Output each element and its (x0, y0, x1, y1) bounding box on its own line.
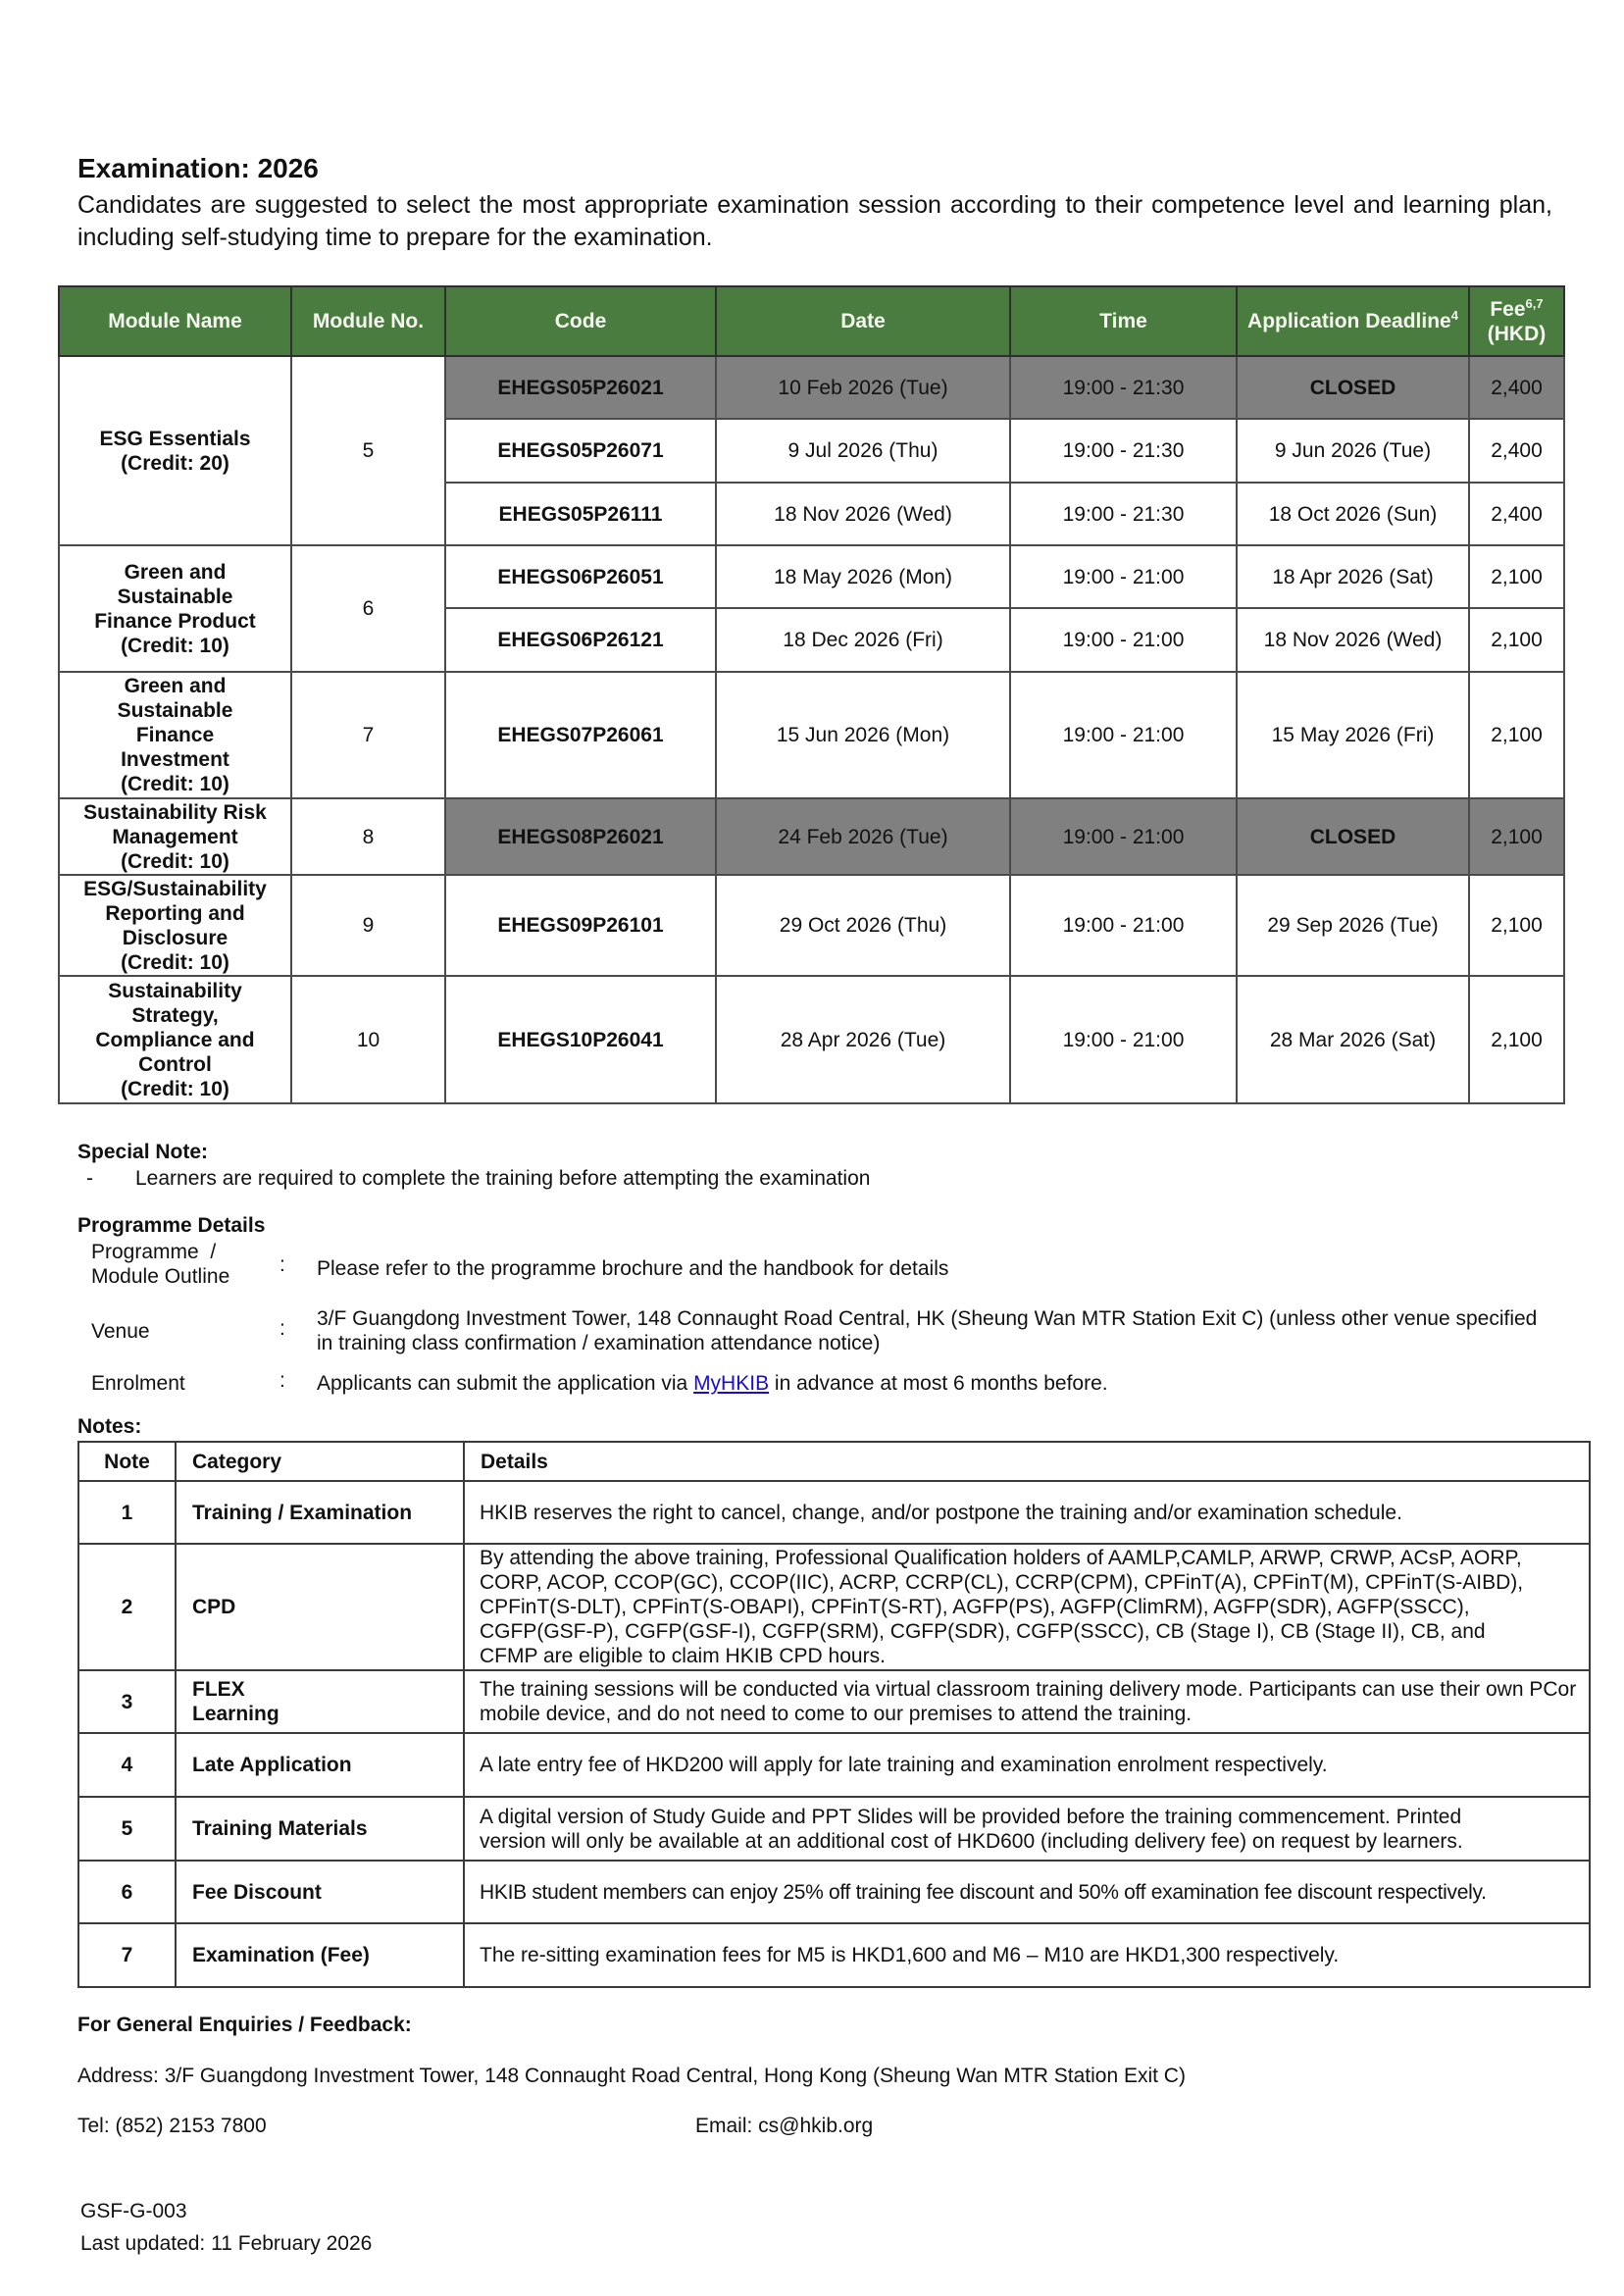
note-details: A late entry fee of HKD200 will apply for late training and examination enrolment respectively. (464, 1733, 1590, 1797)
note-details: The training sessions will be conducted via virtual classroom training delivery mode. Participants can use their own PCor mobile device, and do not need to come to our premises to attend the training. (464, 1670, 1590, 1733)
session-time: 19:00 - 21:30 (1010, 419, 1237, 483)
session-code: EHEGS10P26041 (445, 976, 716, 1103)
session-fee: 2,400 (1469, 419, 1564, 483)
page-title: Examination: 2026 (77, 153, 319, 183)
session-fee: 2,100 (1469, 608, 1564, 672)
session-deadline: 18 Apr 2026 (Sat) (1237, 545, 1469, 608)
session-date: 18 Dec 2026 (Fri) (716, 608, 1010, 672)
session-fee: 2,100 (1469, 545, 1564, 608)
notes-heading: Notes: (77, 1415, 142, 1438)
form-code: GSF-G-003 (80, 2200, 187, 2222)
notes-table (77, 1441, 1591, 1988)
enrolment-label: Enrolment (91, 1372, 185, 1395)
session-code: EHEGS07P26061 (445, 672, 716, 798)
table-header-row (59, 286, 1564, 356)
module-name-cell: ESG/Sustainability Reporting and Disclosure (Credit: 10) (59, 875, 291, 976)
session-deadline: 18 Oct 2026 (Sun) (1237, 483, 1469, 545)
enrolment-colon: : (279, 1369, 285, 1392)
note-number: 1 (78, 1481, 176, 1544)
note-category: Examination (Fee) (176, 1923, 464, 1987)
notes-header-row (78, 1442, 1590, 1481)
session-deadline: 9 Jun 2026 (Tue) (1237, 419, 1469, 483)
table-row (78, 1733, 1590, 1797)
module-name-cell: Green and Sustainable Finance Product (Credit: 10) (59, 545, 291, 672)
note-details: A digital version of Study Guide and PPT Slides will be provided before the training commencement. Printed version will only be available at an additional cost of HKD600 (including delivery fee) on request by learners. (464, 1797, 1590, 1861)
table-row (59, 545, 1564, 608)
table-row (59, 356, 1564, 419)
note-number: 5 (78, 1797, 176, 1861)
last-updated: Last updated: 11 February 2026 (80, 2232, 373, 2255)
note-category: Training Materials (176, 1797, 464, 1861)
note-category: Training / Examination (176, 1481, 464, 1544)
table-row (78, 1797, 1590, 1861)
session-code: EHEGS05P26021 (445, 356, 716, 419)
session-deadline-closed-badge: CLOSED (1237, 356, 1469, 419)
note-details: HKIB student members can enjoy 25% off training fee discount and 50% off examination fee discount respectively. (464, 1861, 1590, 1923)
special-note-bullet: - (86, 1167, 93, 1190)
note-category: Late Application (176, 1733, 464, 1797)
session-code: EHEGS09P26101 (445, 875, 716, 976)
note-number: 3 (78, 1670, 176, 1733)
session-date: 9 Jul 2026 (Thu) (716, 419, 1010, 483)
session-deadline: 28 Mar 2026 (Sat) (1237, 976, 1469, 1103)
col-header-code: Code (445, 286, 716, 356)
module-no-cell: 8 (291, 798, 445, 875)
enquiries-heading: For General Enquiries / Feedback: (77, 2014, 412, 2036)
outline-colon: : (279, 1253, 285, 1276)
table-row (59, 672, 1564, 798)
module-no-cell: 6 (291, 545, 445, 672)
session-fee: 2,100 (1469, 875, 1564, 976)
note-number: 2 (78, 1544, 176, 1670)
table-row (59, 798, 1564, 875)
session-deadline: 18 Nov 2026 (Wed) (1237, 608, 1469, 672)
col-header-fee: Fee$^{6,7}$ (HKD) (1469, 286, 1564, 356)
session-deadline: 29 Sep 2026 (Tue) (1237, 875, 1469, 976)
table-row (78, 1923, 1590, 1987)
programme-details-heading: Programme Details (77, 1214, 266, 1237)
note-number: 7 (78, 1923, 176, 1987)
col-header-module-no: Module No. (291, 286, 445, 356)
enrolment-value: Applicants can submit the application via MyHKIB in advance at most 6 months before. (317, 1372, 1108, 1395)
session-fee: 2,400 (1469, 356, 1564, 419)
session-time: 19:00 - 21:00 (1010, 798, 1237, 875)
note-category: Fee Discount (176, 1861, 464, 1923)
module-no-cell: 7 (291, 672, 445, 798)
module-name-cell: ESG Essentials (Credit: 20) (59, 356, 291, 545)
note-category: FLEX Learning (176, 1670, 464, 1733)
note-number: 6 (78, 1861, 176, 1923)
table-row (78, 1481, 1590, 1544)
module-name-cell: Green and Sustainable Finance Investment (Credit: 10) (59, 672, 291, 798)
session-time: 19:00 - 21:00 (1010, 608, 1237, 672)
note-category: CPD (176, 1544, 464, 1670)
session-date: 28 Apr 2026 (Tue) (716, 976, 1010, 1103)
table-row (59, 875, 1564, 976)
myhkib-link[interactable]: MyHKIB (693, 1372, 770, 1395)
session-time: 19:00 - 21:00 (1010, 976, 1237, 1103)
session-deadline-closed-badge: CLOSED (1237, 798, 1469, 875)
session-fee: 2,100 (1469, 672, 1564, 798)
venue-colon: : (279, 1317, 285, 1340)
venue-label: Venue (91, 1320, 150, 1343)
module-name-cell: Sustainability Strategy, Compliance and Control (Credit: 10) (59, 976, 291, 1103)
session-code: EHEGS05P26071 (445, 419, 716, 483)
session-code: EHEGS06P26121 (445, 608, 716, 672)
session-deadline: 15 May 2026 (Fri) (1237, 672, 1469, 798)
intro-paragraph: Candidates are suggested to select the most appropriate examination session according to their competence level and learning plan, including self-studying time to prepare for the examination. (77, 191, 1552, 251)
table-row (78, 1544, 1590, 1670)
module-no-cell: 10 (291, 976, 445, 1103)
col-header-date: Date (716, 286, 1010, 356)
note-number: 4 (78, 1733, 176, 1797)
table-row (78, 1670, 1590, 1733)
session-time: 19:00 - 21:30 (1010, 356, 1237, 419)
session-code: EHEGS06P26051 (445, 545, 716, 608)
col-header-time: Time (1010, 286, 1237, 356)
session-date: 29 Oct 2026 (Thu) (716, 875, 1010, 976)
module-no-cell: 9 (291, 875, 445, 976)
note-details: The re-sitting examination fees for M5 is HKD1,600 and M6 – M10 are HKD1,300 respectively. (464, 1923, 1590, 1987)
enquiries-tel: Tel: (852) 2153 7800 (77, 2115, 267, 2137)
session-time: 19:00 - 21:00 (1010, 875, 1237, 976)
col-header-details: Details (464, 1442, 1590, 1481)
session-time: 19:00 - 21:30 (1010, 483, 1237, 545)
col-header-category: Category (176, 1442, 464, 1481)
col-header-module-name: Module Name (59, 286, 291, 356)
special-note-heading: Special Note: (77, 1141, 209, 1163)
outline-label: Programme / Module Outline (91, 1241, 230, 1288)
special-note-item: Learners are required to complete the training before attempting the examination (135, 1167, 871, 1190)
examination-schedule-table (58, 285, 1565, 1104)
table-row (78, 1861, 1590, 1923)
session-date: 24 Feb 2026 (Tue) (716, 798, 1010, 875)
session-fee: 2,100 (1469, 798, 1564, 875)
module-name-cell: Sustainability Risk Management (Credit: 10) (59, 798, 291, 875)
note-details: HKIB reserves the right to cancel, change, and/or postpone the training and/or examination schedule. (464, 1481, 1590, 1544)
session-fee: 2,100 (1469, 976, 1564, 1103)
venue-value: 3/F Guangdong Investment Tower, 148 Connaught Road Central, HK (Sheung Wan MTR Station Exit C) (unless other venue specified in training class confirmation / examination attendance notice) (317, 1307, 1538, 1354)
session-time: 19:00 - 21:00 (1010, 672, 1237, 798)
session-code: EHEGS08P26021 (445, 798, 716, 875)
session-date: 18 Nov 2026 (Wed) (716, 483, 1010, 545)
session-time: 19:00 - 21:00 (1010, 545, 1237, 608)
col-header-deadline: Application Deadline$^4$ (1237, 286, 1469, 356)
table-row (59, 976, 1564, 1103)
outline-value: Please refer to the programme brochure and the handbook for details (317, 1257, 949, 1280)
enquiries-email: Email: cs@hkib.org (695, 2115, 874, 2137)
col-header-note: Note (78, 1442, 176, 1481)
module-no-cell: 5 (291, 356, 445, 545)
session-date: 15 Jun 2026 (Mon) (716, 672, 1010, 798)
enquiries-address: Address: 3/F Guangdong Investment Tower, 148 Connaught Road Central, Hong Kong (Sheung Wan MTR Station Exit C) (77, 2065, 1186, 2087)
session-code: EHEGS05P26111 (445, 483, 716, 545)
session-date: 10 Feb 2026 (Tue) (716, 356, 1010, 419)
session-fee: 2,400 (1469, 483, 1564, 545)
note-details: By attending the above training, Professional Qualification holders of AAMLP,CAMLP, ARWP, CRWP, ACsP, AORP, CORP, ACOP, CCOP(GC), CCOP(IIC), ACRP, CCRP(CL), CCRP(CPM), CPFinT(A), CPFinT(M), CPFinT(S-AIBD), CPFinT(S-DLT), CPFinT(S-OBAPI), CPFinT(S-RT), AGFP(PS), AGFP(ClimRM), AGFP(SDR), AGFP(SSCC), CGFP(GSF-P), CGFP(GSF-I), CGFP(SRM), CGFP(SDR), CGFP(SSCC), CB (Stage I), CB (Stage II), CB, and CFMP are eligible to claim HKIB CPD hours. (464, 1544, 1590, 1670)
session-date: 18 May 2026 (Mon) (716, 545, 1010, 608)
